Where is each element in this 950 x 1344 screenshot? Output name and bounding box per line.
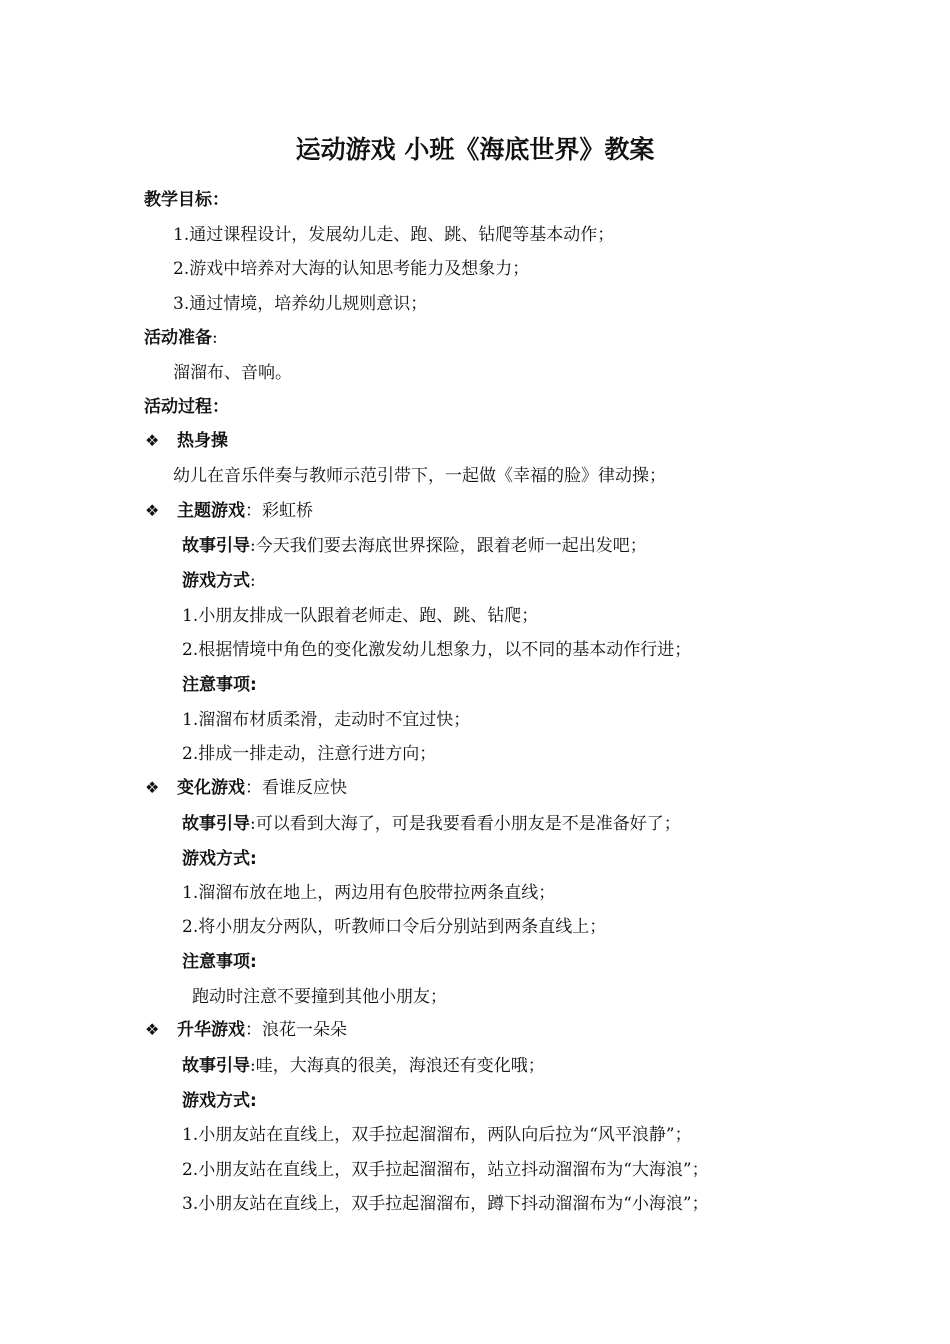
sublime-story-label: 故事引导 [182, 1056, 250, 1076]
theme-note-2: 2.排成一排走动，注意行进方向； [182, 744, 437, 764]
change-note: 跑动时注意不要撞到其他小朋友； [192, 987, 447, 1007]
sublime-method-1: 1.小朋友站在直线上，双手拉起溜溜布，两队向后拉为“风平浪静”； [182, 1125, 692, 1145]
sublime-game-section [145, 1017, 347, 1043]
theme-game-name: 彩虹桥 [262, 501, 313, 521]
prep-heading-line [144, 325, 218, 351]
warmup-title: 热身操 [177, 431, 228, 451]
change-game-name: 看谁反应快 [262, 778, 347, 798]
warmup-text: 幼儿在音乐伴奏与教师示范引带下，一起做《幸福的脸》律动操； [173, 466, 666, 486]
theme-method-line [182, 568, 256, 594]
warmup-section [145, 428, 228, 454]
change-game-label: 变化游戏 [177, 778, 245, 798]
sublime-story-text: :哇，大海真的很美，海浪还有变化哦； [250, 1056, 545, 1076]
theme-game-colon: ： [245, 501, 262, 521]
prep-heading: 活动准备 [144, 328, 212, 348]
theme-game-section [145, 498, 313, 524]
theme-method-2: 2.根据情境中角色的变化激发幼儿想象力，以不同的基本动作行进； [182, 640, 692, 660]
sublime-game-label: 升华游戏 [177, 1020, 245, 1040]
prep-text: 溜溜布、音响。 [173, 363, 292, 383]
change-story-text: :可以看到大海了，可是我要看看小朋友是不是准备好了； [250, 814, 681, 834]
change-notes-label: 注意事项: [182, 952, 257, 972]
theme-method-colon: : [250, 571, 256, 591]
change-game-section [145, 775, 347, 801]
sublime-game-colon: ： [245, 1020, 262, 1040]
diamond-bullet-icon: ❖ [145, 501, 160, 520]
change-method-1: 1.溜溜布放在地上，两边用有色胶带拉两条直线； [182, 883, 556, 903]
theme-method-label: 游戏方式 [182, 571, 250, 591]
theme-story-line [182, 533, 647, 559]
diamond-bullet-icon: ❖ [145, 431, 160, 450]
diamond-bullet-icon: ❖ [145, 1020, 160, 1039]
sublime-story-line [182, 1053, 545, 1079]
theme-method-1: 1.小朋友排成一队跟着老师走、跑、跳、钻爬； [182, 606, 539, 626]
change-game-colon: ： [245, 778, 262, 798]
sublime-game-name: 浪花一朵朵 [262, 1020, 347, 1040]
theme-game-label: 主题游戏 [177, 501, 245, 521]
goal-item-3: 3.通过情境，培养幼儿规则意识； [173, 294, 428, 314]
process-heading: 活动过程： [144, 397, 229, 417]
sublime-method-label: 游戏方式: [182, 1091, 257, 1111]
change-story-label: 故事引导 [182, 814, 250, 834]
theme-story-text: :今天我们要去海底世界探险，跟着老师一起出发吧； [250, 536, 647, 556]
theme-note-1: 1.溜溜布材质柔滑，走动时不宜过快； [182, 710, 471, 730]
sublime-method-2: 2.小朋友站在直线上，双手拉起溜溜布，站立抖动溜溜布为“大海浪”； [182, 1160, 709, 1180]
change-story-line [182, 811, 681, 837]
page-title: 运动游戏 小班《海底世界》教案 [295, 135, 655, 164]
theme-story-label: 故事引导 [182, 536, 250, 556]
prep-colon: : [212, 328, 218, 348]
sublime-method-3: 3.小朋友站在直线上，双手拉起溜溜布，蹲下抖动溜溜布为“小海浪”； [182, 1194, 709, 1214]
diamond-bullet-icon: ❖ [145, 778, 160, 797]
theme-notes-label: 注意事项: [182, 675, 257, 695]
goals-heading: 教学目标： [144, 190, 229, 210]
change-method-2: 2.将小朋友分两队，听教师口令后分别站到两条直线上； [182, 917, 607, 937]
goal-item-1: 1.通过课程设计，发展幼儿走、跑、跳、钻爬等基本动作； [173, 225, 615, 245]
change-method-label: 游戏方式: [182, 849, 257, 869]
goal-item-2: 2.游戏中培养对大海的认知思考能力及想象力； [173, 259, 530, 279]
